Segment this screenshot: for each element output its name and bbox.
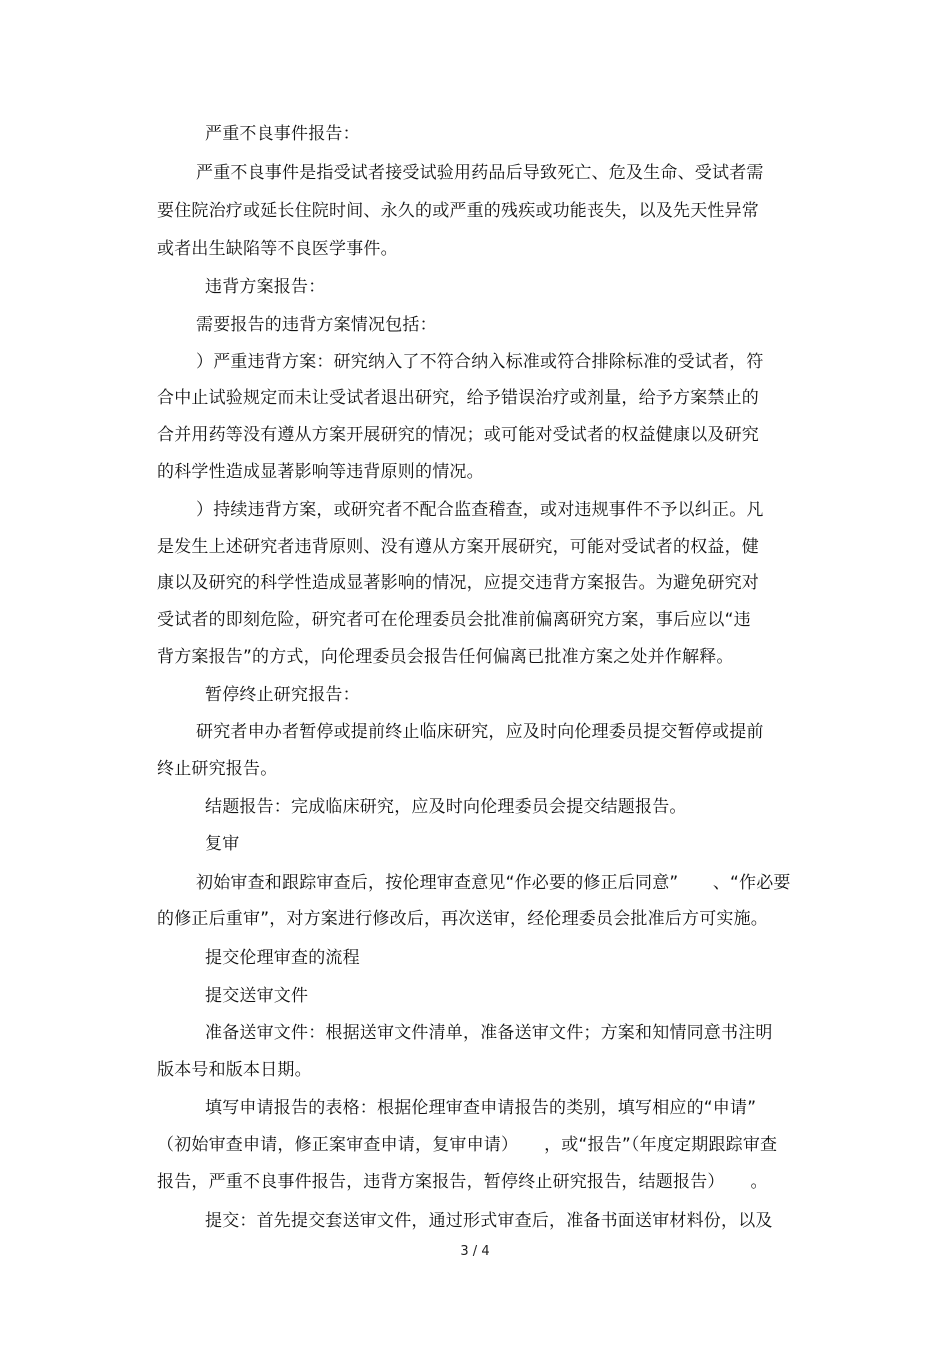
heading-submit-documents: 提交送审文件 <box>205 986 309 1006</box>
paragraph-line: 需要报告的违背方案情况包括： <box>196 315 437 335</box>
paragraph-line: ）严重违背方案：研究纳入了不符合纳入标准或符合排除标准的受试者，符 <box>196 352 764 372</box>
paragraph-line: 准备送审文件：根据送审文件清单，准备送审文件；方案和知情同意书注明 <box>205 1023 773 1043</box>
heading-protocol-violation: 违背方案报告： <box>205 277 326 297</box>
heading-re-review: 复审 <box>205 834 240 854</box>
paragraph-line: 受试者的即刻危险，研究者可在伦理委员会批准前偏离研究方案，事后应以“违 <box>157 610 751 630</box>
paragraph-line: 是发生上述研究者违背原则、没有遵从方案开展研究，可能对受试者的权益，健 <box>157 537 759 557</box>
paragraph-line: 提交：首先提交套送审文件，通过形式审查后，准备书面送审材料份，以及 <box>205 1211 773 1231</box>
paragraph-line: 或者出生缺陷等不良医学事件。 <box>157 239 398 259</box>
paragraph-line: 的修正后重审”，对方案进行修改后，再次送审，经伦理委员会批准后方可实施。 <box>157 909 769 929</box>
paragraph-line: 初始审查和跟踪审查后，按伦理审查意见“作必要的修正后同意” 、“作必要 <box>196 873 791 893</box>
paragraph-line: 版本号和版本日期。 <box>157 1060 312 1080</box>
paragraph-line: （初始审查申请，修正案审查申请，复审申请） ，或“报告”（年度定期跟踪审查 <box>157 1135 778 1155</box>
paragraph-line: 结题报告：完成临床研究，应及时向伦理委员会提交结题报告。 <box>205 797 687 817</box>
heading-suspension-termination: 暂停终止研究报告： <box>205 685 360 705</box>
paragraph-line: 报告，严重不良事件报告，违背方案报告，暂停终止研究报告，结题报告） 。 <box>157 1172 768 1192</box>
heading-submission-process: 提交伦理审查的流程 <box>205 948 360 968</box>
paragraph-line: ）持续违背方案，或研究者不配合监查稽查，或对违规事件不予以纠正。凡 <box>196 500 764 520</box>
paragraph-line: 合并用药等没有遵从方案开展研究的情况；或可能对受试者的权益健康以及研究 <box>157 425 759 445</box>
paragraph-line: 康以及研究的科学性造成显著影响的情况，应提交违背方案报告。为避免研究对 <box>157 573 759 593</box>
paragraph-line: 研究者申办者暂停或提前终止临床研究，应及时向伦理委员提交暂停或提前 <box>196 722 764 742</box>
paragraph-line: 严重不良事件是指受试者接受试验用药品后导致死亡、危及生命、受试者需 <box>196 163 764 183</box>
paragraph-line: 合中止试验规定而未让受试者退出研究，给予错误治疗或剂量，给予方案禁止的 <box>157 388 759 408</box>
paragraph-line: 填写申请报告的表格：根据伦理审查申请报告的类别，填写相应的“申请” <box>205 1098 757 1118</box>
paragraph-line: 的科学性造成显著影响等违背原则的情况。 <box>157 462 484 482</box>
paragraph-line: 要住院治疗或延长住院时间、永久的或严重的残疾或功能丧失，以及先天性异常 <box>157 201 759 221</box>
paragraph-line: 背方案报告”的方式，向伦理委员会报告任何偏离已批准方案之处并作解释。 <box>157 647 734 667</box>
paragraph-line: 终止研究报告。 <box>157 759 278 779</box>
page-number: 3 / 4 <box>460 1244 490 1259</box>
heading-serious-adverse-event: 严重不良事件报告： <box>205 124 360 144</box>
